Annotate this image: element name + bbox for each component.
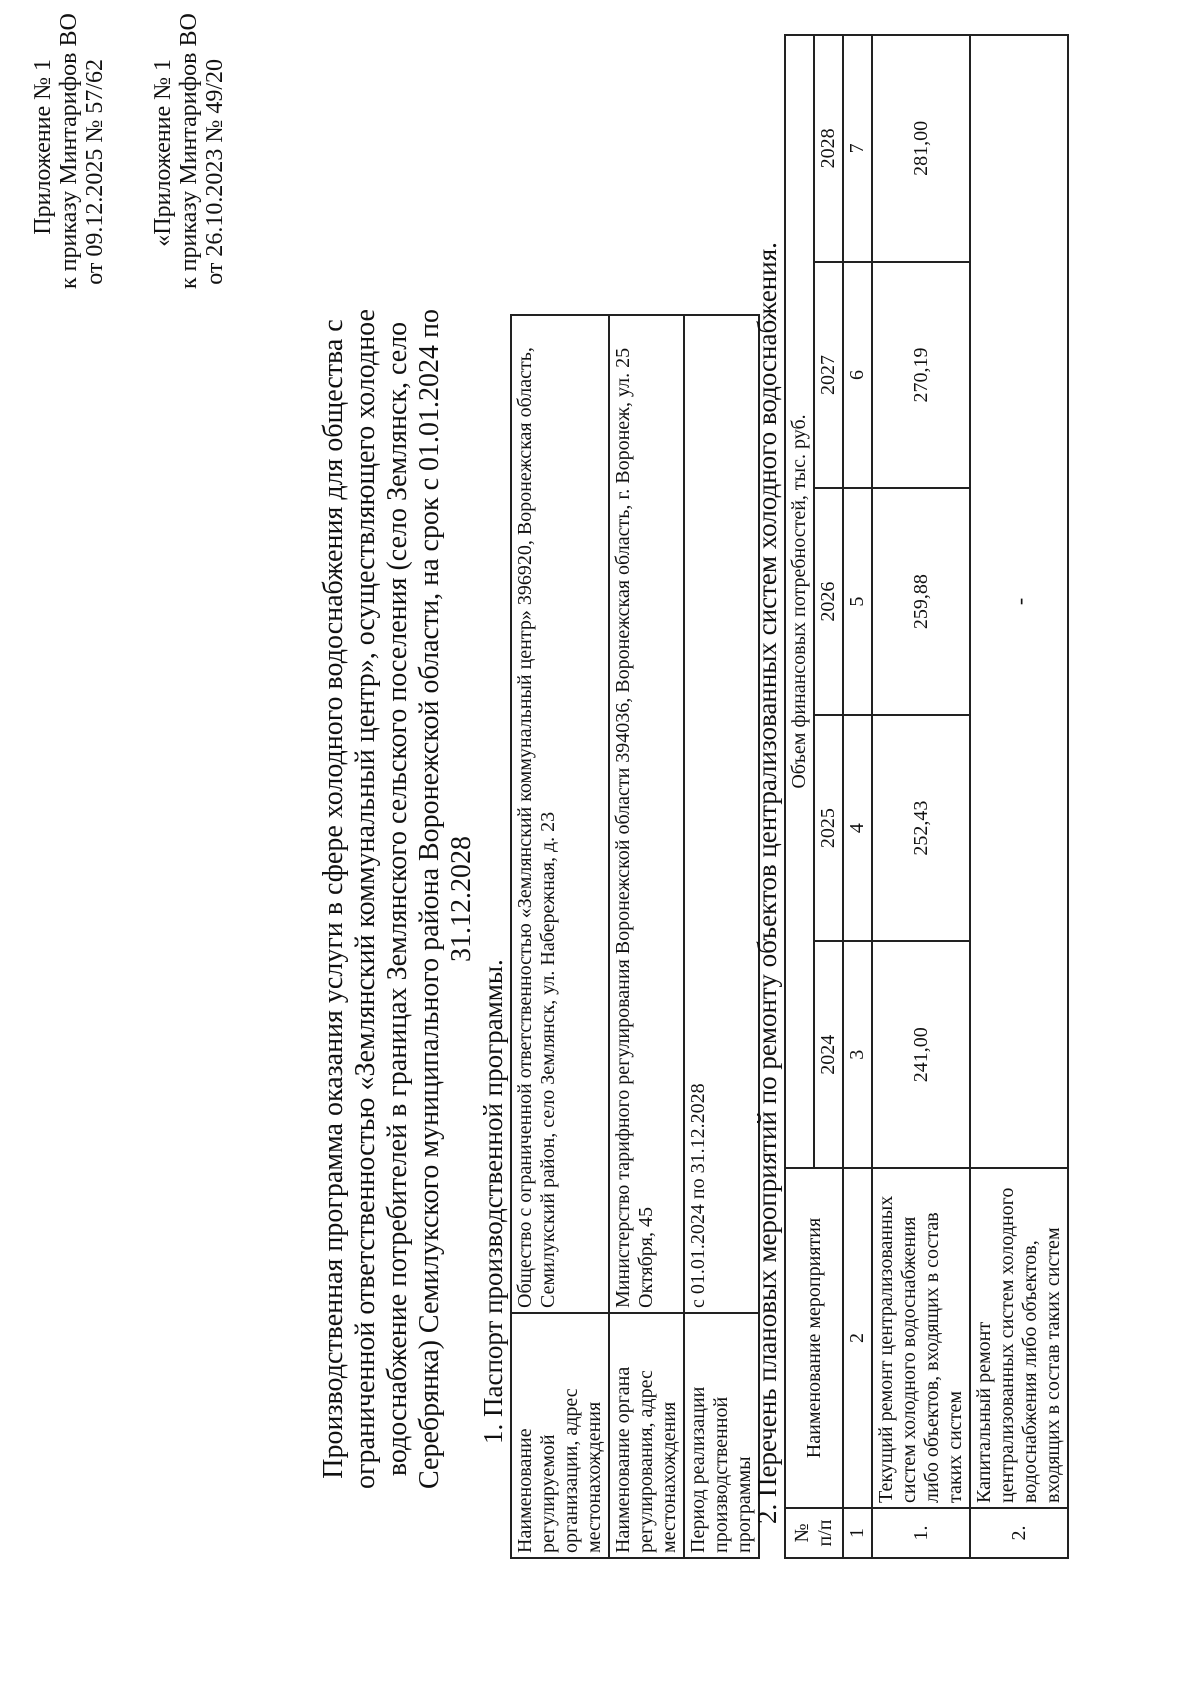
passport-table <box>510 314 760 1559</box>
attachment-note-previous <box>150 13 228 289</box>
table-row <box>872 35 970 1558</box>
value-cell: 281,00 <box>872 35 970 262</box>
header-number: № п/п <box>785 1508 843 1558</box>
passport-value: Общество с ограниченной ответственностью «Землянский коммунальный центр» 396920, Воронежская область, Семилукский район, село Землянск, ул. Набережная, д. 23 <box>511 315 609 1313</box>
column-number: 6 <box>843 262 872 489</box>
section-2-heading: 2. Перечень плановых мероприятий по ремонту объектов централизованных систем холодного водоснабжения. <box>752 242 782 1524</box>
attachment-line: Приложение № 1 <box>30 59 56 235</box>
column-number: 4 <box>843 715 872 942</box>
attachment-line: к приказу Минтарифов ВО <box>176 13 202 289</box>
column-number: 5 <box>843 488 872 715</box>
empty-value-dash: - <box>970 35 1068 1168</box>
column-number: 7 <box>843 35 872 262</box>
header-year: 2026 <box>814 488 843 715</box>
value-cell: 241,00 <box>872 941 970 1168</box>
header-year: 2024 <box>814 941 843 1168</box>
section-1-heading: 1. Паспорт производственной программы. <box>478 959 508 1444</box>
passport-label: Период реализации производственной программы <box>684 1313 759 1558</box>
column-number: 2 <box>843 1168 872 1508</box>
table-row <box>970 35 1068 1558</box>
value-cell: 270,19 <box>872 262 970 489</box>
attachment-note-current <box>30 13 108 289</box>
passport-label: Наименование регулируемой организации, адрес местонахождения <box>511 1313 609 1558</box>
table-row <box>511 315 609 1558</box>
header-year: 2028 <box>814 35 843 262</box>
attachment-line: к приказу Минтарифов ВО <box>56 13 82 289</box>
row-number: 2. <box>970 1508 1068 1558</box>
table-row <box>684 315 759 1558</box>
attachment-line: от 26.10.2023 № 49/20 <box>202 59 228 285</box>
passport-value: с 01.01.2024 по 31.12.2028 <box>684 315 759 1313</box>
header-year: 2025 <box>814 715 843 942</box>
attachment-line: «Приложение № 1 <box>150 59 176 247</box>
measures-table <box>784 34 1069 1559</box>
table-row <box>609 315 684 1558</box>
column-number: 1 <box>843 1508 872 1558</box>
column-number-row <box>843 35 872 1558</box>
attachment-line: от 09.12.2025 № 57/62 <box>82 59 108 285</box>
column-number: 3 <box>843 941 872 1168</box>
value-cell: 259,88 <box>872 488 970 715</box>
header-financial-volume: Объем финансовых потребностей, тыс. руб. <box>785 35 814 1168</box>
measure-name: Текущий ремонт централизованных систем холодного водоснабжения либо объектов, входящих в состав таких систем <box>872 1168 970 1508</box>
header-year: 2027 <box>814 262 843 489</box>
passport-value: Министерство тарифного регулирования Воронежской области 394036, Воронежская область, г. Воронеж, ул. 25 Октября, 45 <box>609 315 684 1313</box>
row-number: 1. <box>872 1508 970 1558</box>
value-cell: 252,43 <box>872 715 970 942</box>
table-header-row <box>785 35 814 1558</box>
passport-label: Наименование органа регулирования, адрес местонахождения <box>609 1313 684 1558</box>
measure-name: Капитальный ремонт централизованных систем холодного водоснабжения либо объектов, входящих в состав таких систем <box>970 1168 1068 1508</box>
header-measure-name: Наименование мероприятия <box>785 1168 843 1508</box>
program-title: Производственная программа оказания услуги в сфере холодного водоснабжения для общества с ограниченной ответственностью «Землянский коммунальный центр», осуществляющего холодное водоснабжение потребителей в границах Землянского сельского поселения (село Землянск, село Серебрянка) Семилукского муниципального района Воронежской области, на срок с 01.01.2024 по 31.12.2028 <box>318 309 477 1489</box>
